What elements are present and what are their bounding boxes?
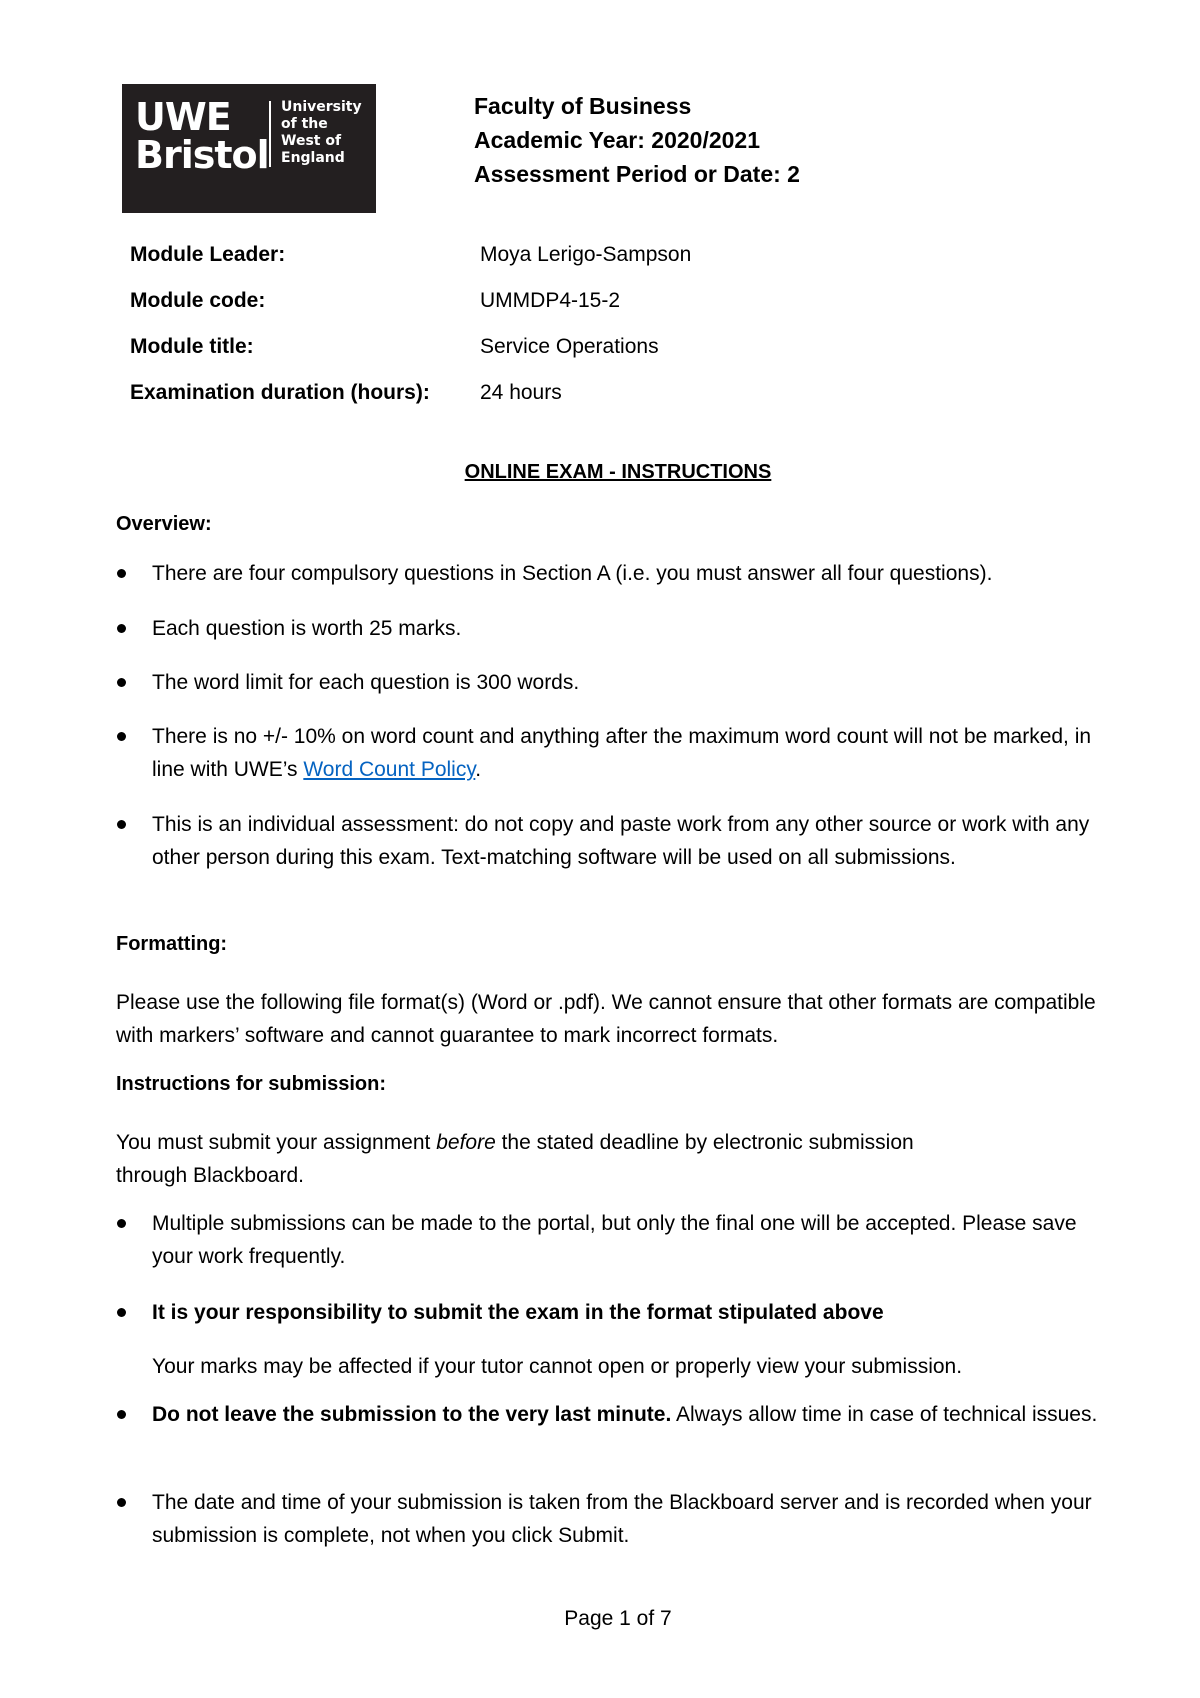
- faculty-header: [474, 89, 800, 191]
- logo-divider: [269, 101, 271, 167]
- instructions-heading: ONLINE EXAM - INSTRUCTIONS: [464, 461, 772, 483]
- academic-year: Academic Year: 2020/2021: [474, 127, 761, 153]
- info-value: 24 hours: [480, 381, 562, 404]
- bullet-text: There is no +/- 10% on word count and anything after the maximum word count will not be marked, in line with UWE’s: [152, 725, 1092, 781]
- submission-bullet: It is your responsibility to submit the exam in the format stipulated above: [152, 1296, 1102, 1329]
- assessment-period: Assessment Period or Date: 2: [474, 161, 800, 187]
- logo-line-1: UWE: [135, 95, 231, 139]
- info-label: Module Leader:: [130, 243, 286, 266]
- info-label: Module code:: [130, 289, 266, 312]
- submission-intro: [116, 1126, 1116, 1192]
- submission-bullet: Multiple submissions can be made to the portal, but only the final one will be accepted. Please save your work frequently.: [152, 1207, 1102, 1273]
- submission-bullet: [152, 1398, 1102, 1431]
- info-value: Service Operations: [480, 335, 659, 358]
- bullet-bold-text: Do not leave the submission to the very last minute.: [152, 1403, 672, 1426]
- overview-bullet: This is an individual assessment: do not copy and paste work from any other source or work with any other person during this exam. Text-matching software will be used on all submissions.: [152, 808, 1102, 874]
- overview-bullet: Each question is worth 25 marks.: [152, 612, 1102, 645]
- formatting-text: Please use the following file format(s) (Word or .pdf). We cannot ensure that other formats are compatible with markers’ software and cannot guarantee to mark incorrect formats.: [116, 991, 1096, 1047]
- submission-note: Your marks may be affected if your tutor cannot open or properly view your submission.: [152, 1355, 963, 1378]
- overview-bullet: The word limit for each question is 300 words.: [152, 666, 1102, 699]
- overview-bullet: [152, 720, 1102, 786]
- logo-sub-line: of the: [281, 116, 328, 132]
- formatting-title: Formatting:: [116, 933, 228, 955]
- para-emphasis: before: [436, 1131, 496, 1154]
- bullet-text: .: [475, 758, 482, 781]
- info-label: Examination duration (hours):: [130, 381, 430, 404]
- logo-university-name: [281, 99, 362, 167]
- submission-title: Instructions for submission:: [116, 1073, 387, 1095]
- page-number: Page 1 of 7: [564, 1607, 672, 1630]
- info-value: UMMDP4-15-2: [480, 289, 621, 312]
- para-text: the stated deadline by electronic submission: [495, 1131, 914, 1154]
- faculty-name: Faculty of Business: [474, 93, 692, 119]
- info-label: Module title:: [130, 335, 254, 358]
- submission-bullet: The date and time of your submission is taken from the Blackboard server and is recorded when your submission is complete, not when you click Submit.: [152, 1486, 1102, 1552]
- logo-sub-line: University: [281, 99, 362, 115]
- logo-sub-line: England: [281, 150, 345, 166]
- word-count-policy-link[interactable]: Word Count Policy: [303, 758, 476, 781]
- logo-wordmark: [135, 95, 269, 177]
- logo-sub-line: West of: [281, 133, 342, 149]
- bullet-text: Always allow time in case of technical issues.: [671, 1403, 1098, 1426]
- para-text: You must submit your assignment: [116, 1131, 437, 1154]
- uwe-bristol-logo: [122, 84, 376, 213]
- logo-line-2: Bristol: [135, 133, 269, 177]
- info-value: Moya Lerigo-Sampson: [480, 243, 692, 266]
- para-text: through Blackboard.: [116, 1164, 304, 1187]
- overview-title: Overview:: [116, 513, 212, 535]
- overview-bullet: There are four compulsory questions in Section A (i.e. you must answer all four questions).: [152, 557, 1102, 590]
